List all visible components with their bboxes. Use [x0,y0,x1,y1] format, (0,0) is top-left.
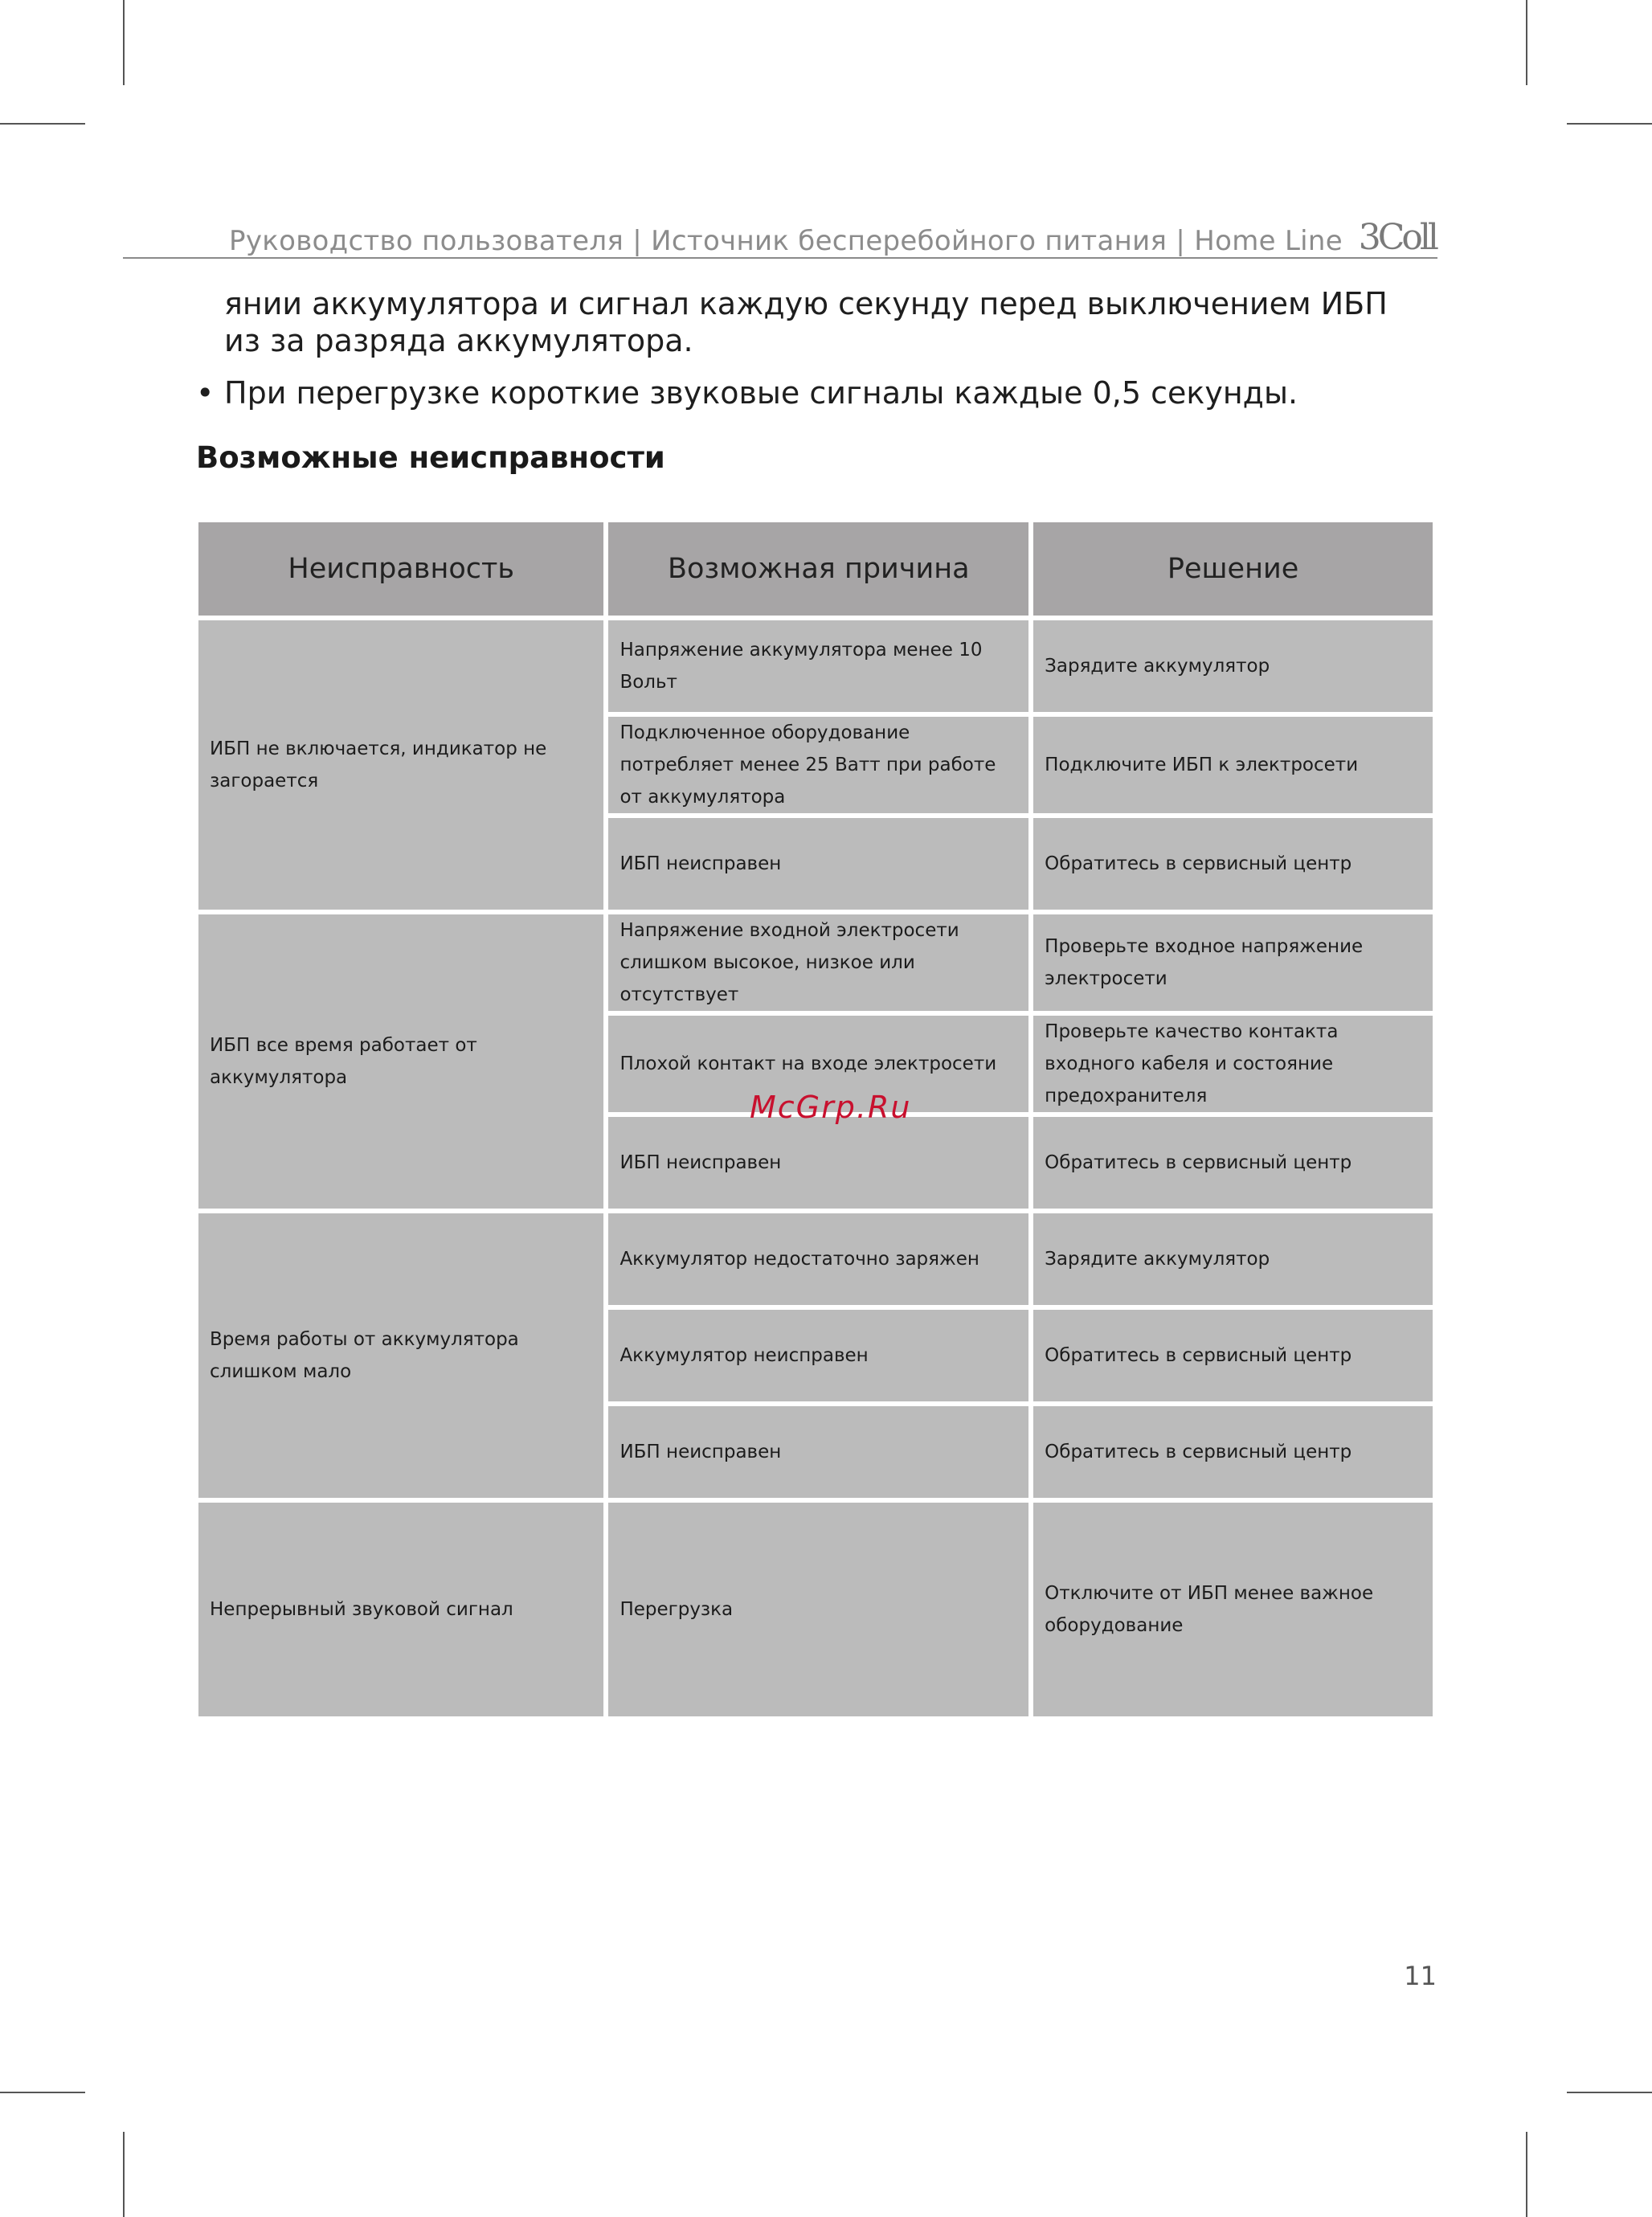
header-solution: Решение [1033,522,1433,616]
solution-cell: Подключите ИБП к электросети [1033,717,1433,813]
page-number: 11 [1404,1961,1437,1991]
cause-cell: Напряжение аккумулятора менее 10 Вольт [608,620,1028,712]
solution-cell: Обратитесь в сервисный центр [1033,1310,1433,1401]
crop-mark [123,2132,125,2217]
crop-mark [1526,2132,1527,2217]
solution-cell: Обратитесь в сервисный центр [1033,1117,1433,1209]
solution-cell: Проверьте входное напряжение электросети [1033,914,1433,1011]
crop-mark [0,2092,85,2093]
bullet-icon: • [196,375,215,411]
fault-cell: ИБП все время работает от аккумулятора [198,914,603,1209]
table-row [198,620,1433,712]
fault-cell: ИБП не включается, индикатор не загорается [198,620,603,910]
crop-mark [1526,0,1527,85]
table-row [198,1503,1433,1716]
cause-cell: ИБП неисправен [608,1406,1028,1498]
table-row [198,1213,1433,1305]
section-title: Возможные неисправности [196,440,665,475]
solution-cell: Отключите от ИБП менее важное оборудование [1033,1503,1433,1716]
solution-cell: Обратитесь в сервисный центр [1033,818,1433,910]
header-fault: Неисправность [198,522,603,616]
cause-cell: ИБП неисправен [608,1117,1028,1209]
paragraph-continuation: янии аккумулятора и сигнал каждую секунду перед выключением ИБП из за разряда аккумулятора. [224,286,1388,358]
running-header [123,219,1437,259]
cause-cell: Плохой контакт на входе электросети [608,1016,1028,1112]
cause-cell: Аккумулятор неисправен [608,1310,1028,1401]
solution-cell: Обратитесь в сервисный центр [1033,1406,1433,1498]
solution-cell: Проверьте качество контакта входного кабеля и состояние предохранителя [1033,1016,1433,1112]
header-cause: Возможная причина [608,522,1028,616]
fault-cell: Время работы от аккумулятора слишком мало [198,1213,603,1498]
brand-logo: 3Coll [1358,217,1436,258]
cause-cell: Подключенное оборудование потребляет менее 25 Ватт при работе от аккумулятора [608,717,1028,813]
bullet-text: При перегрузке короткие звуковые сигналы каждые 0,5 секунды. [224,375,1298,411]
crop-mark [1567,123,1652,125]
table-header-row [198,522,1433,616]
solution-cell: Зарядите аккумулятор [1033,620,1433,712]
cause-cell: Напряжение входной электросети слишком высокое, низкое или отсутствует [608,914,1028,1011]
crop-mark [123,0,125,85]
cause-cell: Перегрузка [608,1503,1028,1716]
fault-cell: Непрерывный звуковой сигнал [198,1503,603,1716]
cause-cell: Аккумулятор недостаточно заряжен [608,1213,1028,1305]
crop-mark [0,123,85,125]
watermark-link[interactable]: McGrp.Ru [750,1090,912,1125]
header-text: Руководство пользователя | Источник бесперебойного питания | Home Line [229,225,1343,257]
table-row [198,914,1433,1011]
solution-cell: Зарядите аккумулятор [1033,1213,1433,1305]
cause-cell: ИБП неисправен [608,818,1028,910]
crop-mark [1567,2092,1652,2093]
